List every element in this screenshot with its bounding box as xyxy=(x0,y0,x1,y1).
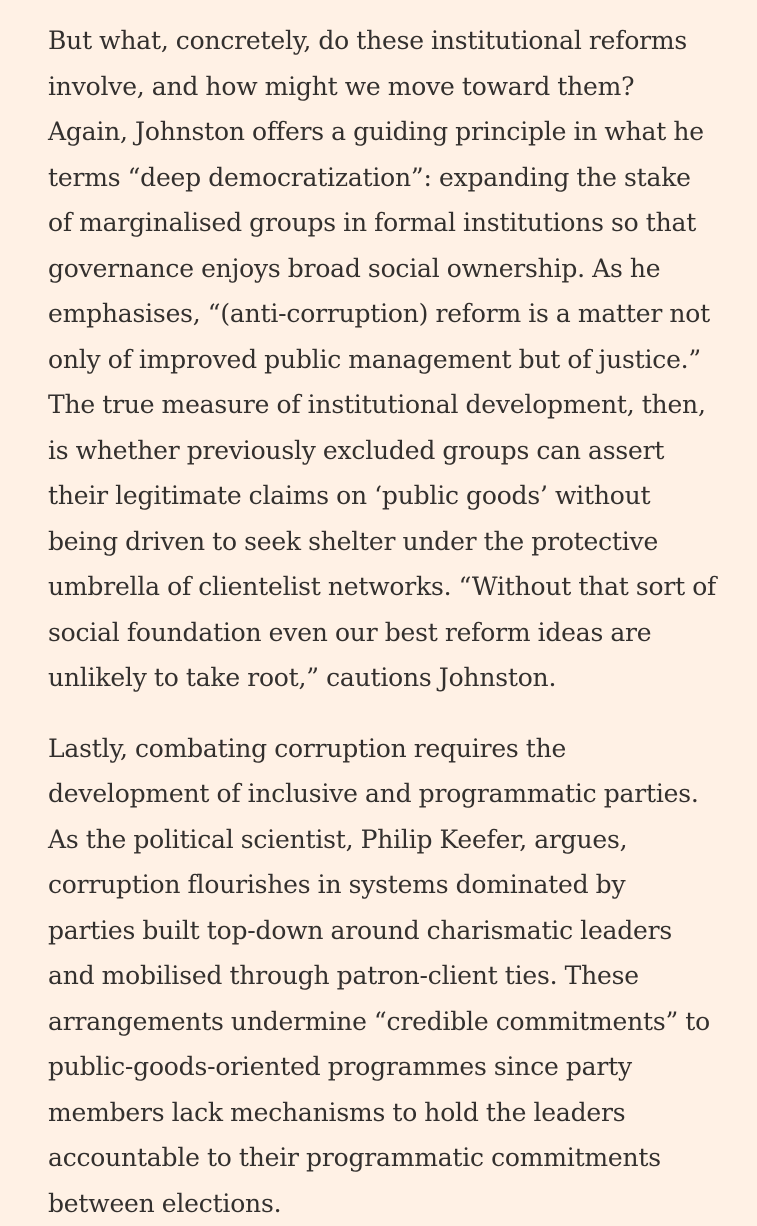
paragraph-programmatic-parties: Lastly, combating corruption requires the development of inclusive and programmatic parties. As the political scientist, Philip Keefer, argues, corruption flourishes in systems dominated by parties built top-down around charismatic leaders and mobilised through patron-client ties. These arrangements undermine “credible commitments” to public-goods-oriented programmes since party members lack mechanisms to hold the leaders accountable to their programmatic commitments between elections. xyxy=(48,726,717,1226)
paragraph-deep-democratization: But what, concretely, do these institutional reforms involve, and how might we move toward them? Again, Johnston offers a guiding principle in what he terms “deep democratization”: expanding the stake of marginalised groups in formal institutions so that governance enjoys broad social ownership. As he emphasises, “(anti-corruption) reform is a matter not only of improved public management but of justice.” The true measure of institutional development, then, is whether previously excluded groups can assert their legitimate claims on ‘public goods’ without being driven to seek shelter under the protective umbrella of clientelist networks. “Without that sort of social foundation even our best reform ideas are unlikely to take root,” cautions Johnston. xyxy=(48,18,717,701)
